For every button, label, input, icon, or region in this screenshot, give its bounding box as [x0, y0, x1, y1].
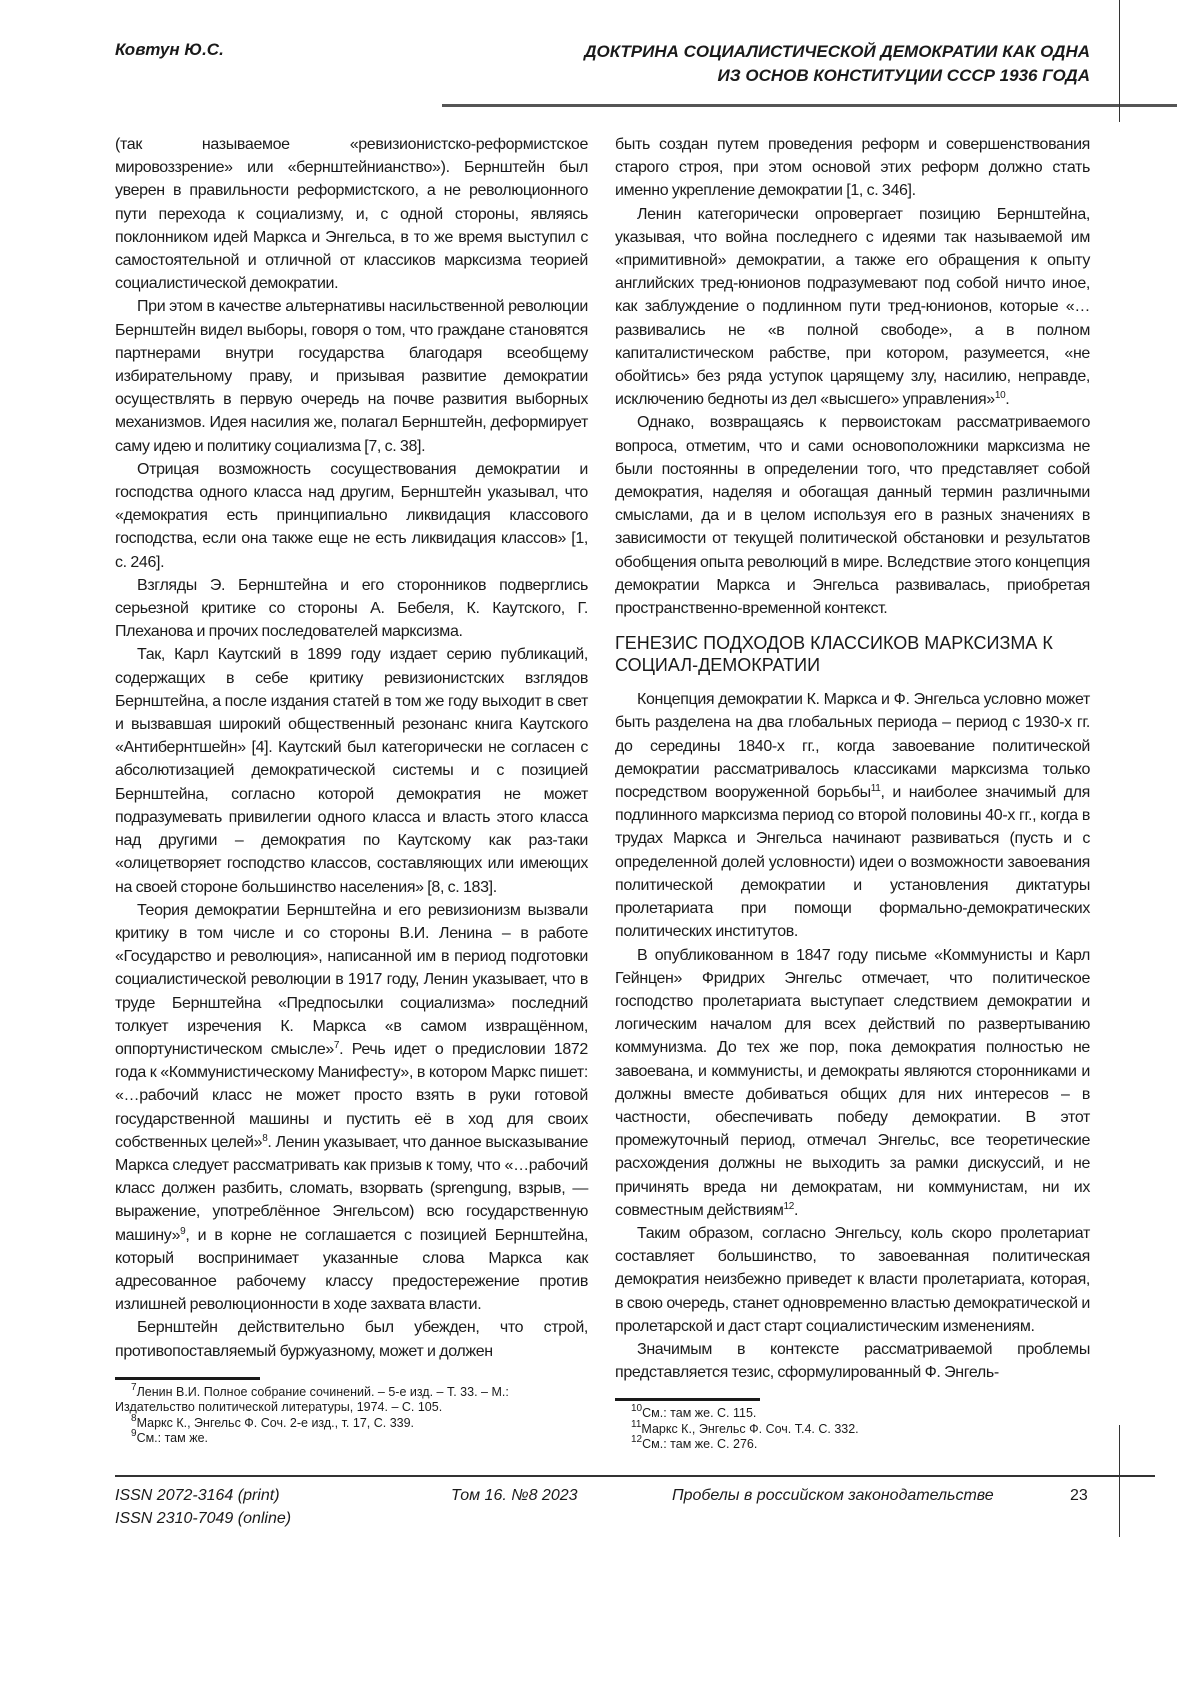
footnote-text: См.: там же. — [137, 1431, 208, 1445]
footnotes-right — [615, 1406, 1090, 1453]
footnote-number: 7 — [131, 1382, 137, 1393]
text-run: Теория демократии Бернштейна и его ревизионизм вызвали критику в том числе и со стороны В.И. Ленина – в работе «Государство и революция», написанной им в период подготовки социалистической революции в 1917 году, Ленин указывает, что в труде Бернштейна «Предпосылки социализма» последний толкует изречения К. Маркса «в самом извращённом, оппортунистическом смысле» — [115, 902, 588, 1058]
paragraph: Так, Карл Каутский в 1899 году издает серию публикаций, содержащих в себе критику ревизионистских взглядов Бернштейна, а после издания статей в том же году выходит в свет и вызвавшая широкий общественный резонанс книга Каутского «Антибернтшейн» [4]. Каутский был категорически не согласен с абсолютизацией демократической системы и с позицией Бернштейна, согласно которой демократия не может подразумевать привилегии одного класса и власть этого класса над другими – демократия по Каутскому как раз-таки «олицетворяет господство классов, составляющих или имеющих на своей стороне большинство населения» [8, с. 183]. — [115, 643, 588, 898]
journal-name: Пробелы в российском законодательстве — [672, 1487, 994, 1505]
right-column-bottom — [615, 688, 1090, 1384]
text-run: В опубликованном в 1847 году письме «Коммунисты и Карл Гейнцен» Фридрих Энгельс отмечает, что политическое господство пролетариата выступает следствием демократии и логическим началом для всех действий по развертыванию коммунизма. До тех же пор, пока демократия полностью не завоевана, и коммунисты, и демократы являются сторонниками и должны вместе добиваться общих для них интересов – в частности, обеспечивать победу демократии. В этот промежуточный период, отмечал Энгельс, все теоретические расхождения должны не выходить за рамки дискуссий, и не причинять вреда ни демократам, ни коммунистам, ни их совместным действиям — [615, 947, 1090, 1219]
volume-issue: Том 16. №8 2023 — [451, 1487, 578, 1505]
footnote-text: Маркс К., Энгельс Ф. Соч. 2-е изд., т. 17, С. 339. — [137, 1416, 414, 1430]
text-run: , и наиболее значимый для подлинного марксизма период со второй половины 40-х гг., когда в трудах Маркса и Энгельса начинают развиваться (пусть и с определенной долей условности) идеи о возможности завоевания политической демократии и установления диктатуры пролетариата при помощи формально-демократических политических институтов. — [615, 784, 1090, 940]
paragraph — [615, 688, 1090, 943]
paragraph: Таким образом, согласно Энгельсу, коль скоро пролетариат составляет большинство, то завоеванная политическая демократия неизбежно приведет к власти пролетариата, которая, в свою очередь, станет одновременно властью демократической и пролетарской и даст старт социалистическим изменениям. — [615, 1222, 1090, 1338]
footnote-ref[interactable]: 7 — [334, 1040, 339, 1051]
paragraph: (так называемое «ревизионистско-реформистское мировоззрение» или «бернштейнианство»). Бернштейн был уверен в правильности реформистского, а не революционного пути перехода к социализму, и, с одной стороны, являясь поклонником идей Маркса и Энгельса, в то же время выступил с самостоятельной и отличной от классиков марксизма теорией социалистической демократии. — [115, 133, 588, 295]
page-header — [0, 0, 1200, 133]
footnote-text: См.: там же. С. 115. — [642, 1406, 756, 1420]
text-run: . Речь идет о предисловии 1872 года к «Коммунистическому Манифесту», в котором Маркс пишет: «…рабочий класс не может просто взять в руки готовой государственной машины и пустить её в ход для своих собственных целей» — [115, 1041, 588, 1151]
footnote-ref[interactable]: 8 — [262, 1133, 267, 1144]
body-columns — [115, 133, 1090, 1453]
running-head-title — [470, 40, 1090, 88]
footnote — [615, 1422, 1090, 1438]
footnotes-left — [115, 1385, 588, 1447]
footnote-ref[interactable]: 10 — [995, 390, 1005, 401]
paragraph: Бернштейн действительно был убежден, что строй, противопоставляемый буржуазному, может и должен — [115, 1316, 588, 1362]
footnote-separator — [115, 1377, 260, 1380]
text-run: . — [794, 1202, 798, 1219]
footnote-text: Маркс К., Энгельс Ф. Соч. Т.4. С. 332. — [641, 1422, 858, 1436]
issn-online: ISSN 2310-7049 (online) — [115, 1510, 291, 1528]
footnote-text: См.: там же. С. 276. — [642, 1437, 757, 1451]
paragraph — [615, 203, 1090, 412]
page-number: 23 — [1070, 1487, 1088, 1505]
footer-rule — [115, 1475, 1155, 1477]
footnote-ref[interactable]: 9 — [180, 1226, 185, 1237]
footnote-number: 11 — [631, 1419, 641, 1430]
header-rule — [442, 104, 1177, 107]
footnote-ref[interactable]: 11 — [871, 783, 881, 794]
header-vertical-rule — [1119, 0, 1120, 122]
footnote-ref[interactable]: 12 — [784, 1201, 794, 1212]
section-heading: ГЕНЕЗИС ПОДХОДОВ КЛАССИКОВ МАРКСИЗМА К СОЦИАЛ-ДЕМОКРАТИИ — [615, 632, 1090, 676]
paragraph: Взгляды Э. Бернштейна и его сторонников подверглись серьезной критике со стороны А. Бебеля, К. Каутского, Г. Плеханова и прочих последователей марксизма. — [115, 574, 588, 644]
paragraph — [615, 944, 1090, 1222]
text-run: Ленин категорически опровергает позицию Бернштейна, указывая, что война последнего с идеями так называемой им «примитивной» демократии, а также его обращения к опыту английских тред-юнионов подразумевают под собой ничто иное, как заблуждение о подлинном пути тред-юнионов, которые «…развивались не «в полной свободе», а в полном капиталистическом рабстве, при котором, разумеется, «не обойтись» без ряда уступок царящему злу, насилию, неправде, исключению бедноты из дел «высшего» управления» — [615, 206, 1090, 409]
footnote-number: 8 — [131, 1413, 137, 1424]
footnote — [615, 1406, 1090, 1422]
page-footer — [0, 1475, 1200, 1575]
paragraph: Значимым в контексте рассматриваемой проблемы представляется тезис, сформулированный Ф. Энгель- — [615, 1338, 1090, 1384]
footnote — [115, 1385, 588, 1416]
text-run: . Ленин указывает, что данное высказывание Маркса следует рассматривать как призыв к тому, что «…рабочий класс должен разбить, сломать, взорвать (sprengung, взрыв, — выражение, употреблённое Энгельсом) всю государственную машину» — [115, 1134, 588, 1244]
footnote-text: Ленин В.И. Полное собрание сочинений. – 5-е изд. – Т. 33. – М.: Издательство политической литературы, 1974. – С. 105. — [115, 1385, 509, 1415]
footnote — [115, 1416, 588, 1432]
footer-vertical-rule — [1119, 1425, 1120, 1537]
paragraph: Отрицая возможность сосуществования демократии и господства одного класса над другим, Бернштейн указывал, что «демократия есть принципиально ликвидация классового господства, если она также еще не есть ликвидация классов» [1, с. 246]. — [115, 458, 588, 574]
paragraph: При этом в качестве альтернативы насильственной революции Бернштейн видел выборы, говоря о том, что граждане становятся партнерами внутри государства благодаря всеобщему избирательному праву, и призывая развитие демократии осуществлять в первую очередь на почве развития выборных механизмов. Идея насилия же, полагал Бернштейн, деформирует саму идею и политику социализма [7, с. 38]. — [115, 295, 588, 457]
footnote-number: 10 — [631, 1403, 642, 1414]
right-column-top — [615, 133, 1090, 620]
running-head-title-line2: ИЗ ОСНОВ КОНСТИТУЦИИ СССР 1936 ГОДА — [470, 64, 1090, 88]
footnote — [615, 1437, 1090, 1453]
footnote — [115, 1431, 588, 1447]
text-run: Концепция демократии К. Маркса и Ф. Энгельса условно может быть разделена на два глобальных периода – период с 1930-х гг. до середины 1840-х гг., когда завоевание политической демократии рассматривалось классиками марксизма только посредством вооруженной борьбы — [615, 691, 1090, 801]
paragraph: Однако, возвращаясь к первоистокам рассматриваемого вопроса, отметим, что и сами основоположники марксизма не были постоянны в определении того, что представляет собой демократия, наделяя и обогащая данный термин различными смыслами, да и в целом используя его в разных значениях в зависимости от текущей политической обстановки и результатов обобщения опыта революций в мире. Вследствие этого концепция демократии Маркса и Энгельса развивалась, приобретая пространственно-временной контекст. — [615, 411, 1090, 620]
text-run: . — [1005, 391, 1009, 408]
left-column-wrap — [115, 133, 588, 1447]
issn-print: ISSN 2072-3164 (print) — [115, 1487, 280, 1505]
footnote-number: 9 — [131, 1428, 137, 1439]
left-column — [115, 133, 588, 1363]
running-head-author: Ковтун Ю.С. — [115, 40, 224, 60]
footnote-separator — [615, 1398, 760, 1401]
text-run: , и в корне не соглашается с позицией Бернштейна, который воспринимает указанные слова Маркса как адресованное рабочему классу предостережение против излишней революционности в ходе захвата власти. — [115, 1227, 588, 1314]
right-column-wrap — [615, 133, 1090, 1453]
running-head-title-line1: ДОКТРИНА СОЦИАЛИСТИЧЕСКОЙ ДЕМОКРАТИИ КАК ОДНА — [470, 40, 1090, 64]
paragraph: быть создан путем проведения реформ и совершенствования старого строя, при этом основой этих реформ должно стать именно укрепление демократии [1, с. 346]. — [615, 133, 1090, 203]
footnote-number: 12 — [631, 1434, 642, 1445]
paragraph — [115, 899, 588, 1317]
